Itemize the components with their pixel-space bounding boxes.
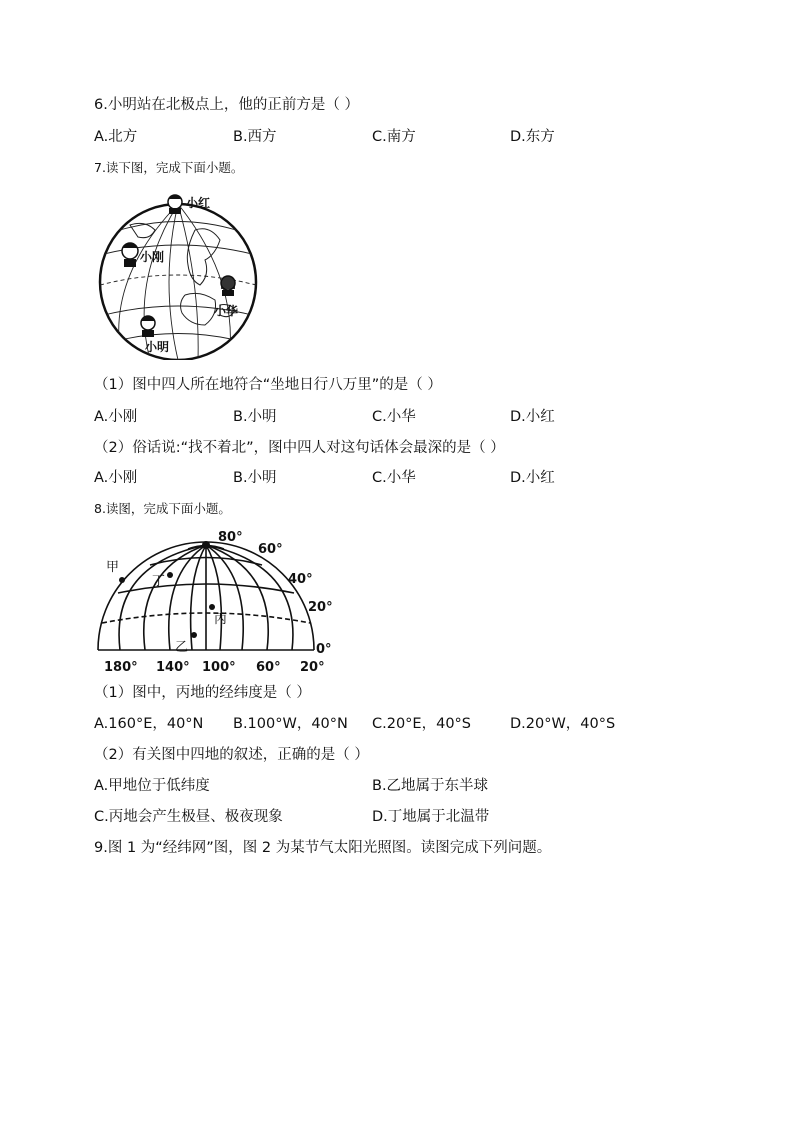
q8-sub1-option-b: B.100°W，40°N	[233, 716, 348, 732]
q6-option-a: A.北方	[94, 129, 138, 145]
label-lat-0: 0°	[316, 642, 332, 657]
q7-sub2-option-b: B.小明	[233, 470, 277, 486]
q6-stem: 6.小明站在北极点上，他的正前方是（ ）	[94, 97, 359, 113]
graticule-figure	[90, 525, 350, 677]
label-bing: 丙	[214, 612, 228, 627]
label-xiaohua: 小华	[214, 304, 239, 318]
label-yi: 乙	[175, 640, 189, 655]
label-lon-100: 100°	[202, 660, 236, 675]
label-xiaoming: 小明	[145, 340, 170, 354]
q8-sub1-option-c: C.20°E，40°S	[372, 716, 472, 732]
q8-sub2-option-c: C.丙地会产生极昼、极夜现象	[94, 809, 283, 825]
q8-sub1-option-d: D.20°W，40°S	[510, 716, 616, 732]
q7-sub2-stem: （2）俗话说:“找不着北”，图中四人对这句话体会最深的是（ ）	[94, 440, 505, 456]
q8-sub1-stem: （1）图中，丙地的经纬度是（ ）	[94, 685, 311, 701]
label-xiaogang: 小刚	[140, 250, 165, 264]
person-xiaohong-icon	[168, 195, 182, 215]
label-xiaohong: 小红	[186, 196, 211, 210]
label-ding: 丁	[152, 574, 166, 589]
label-jia: 甲	[106, 560, 120, 575]
q7-sub2-option-d: D.小红	[510, 470, 555, 486]
q9-stem: 9.图 1 为“经纬网”图，图 2 为某节气太阳光照图。读图完成下列问题。	[94, 840, 552, 856]
label-lat-80: 80°	[218, 530, 243, 545]
q8-stem: 8.读图，完成下面小题。	[94, 501, 231, 516]
label-lon-180: 180°	[104, 660, 138, 675]
label-lat-20: 20°	[308, 600, 333, 615]
q7-sub2-option-c: C.小华	[372, 470, 416, 486]
q7-sub1-option-b: B.小明	[233, 409, 277, 425]
label-lat-40: 40°	[288, 572, 313, 587]
q8-sub2-option-d: D.丁地属于北温带	[372, 809, 490, 825]
q8-sub1-option-a: A.160°E，40°N	[94, 716, 204, 732]
q7-sub2-option-a: A.小刚	[94, 470, 138, 486]
person-xiaogang-icon	[122, 243, 138, 267]
q8-sub2-option-b: B.乙地属于东半球	[372, 778, 489, 794]
label-lon-60: 60°	[256, 660, 281, 675]
q7-sub1-option-d: D.小红	[510, 409, 555, 425]
label-lon-140: 140°	[156, 660, 190, 675]
q6-option-b: B.西方	[233, 129, 277, 145]
q7-sub1-stem: （1）图中四人所在地符合“坐地日行八万里”的是（ ）	[94, 377, 442, 393]
person-xiaohua-icon	[221, 276, 235, 296]
q8-sub2-stem: （2）有关图中四地的叙述，正确的是（ ）	[94, 747, 369, 763]
label-lon-20: 20°	[300, 660, 325, 675]
globe-figure	[90, 185, 280, 360]
q7-sub1-option-a: A.小刚	[94, 409, 138, 425]
q6-option-d: D.东方	[510, 129, 555, 145]
q7-sub1-option-c: C.小华	[372, 409, 416, 425]
person-xiaoming-icon	[141, 316, 155, 337]
q8-sub2-option-a: A.甲地位于低纬度	[94, 778, 210, 794]
label-lat-60: 60°	[258, 542, 283, 557]
q6-option-c: C.南方	[372, 129, 416, 145]
q7-stem: 7.读下图，完成下面小题。	[94, 160, 244, 175]
